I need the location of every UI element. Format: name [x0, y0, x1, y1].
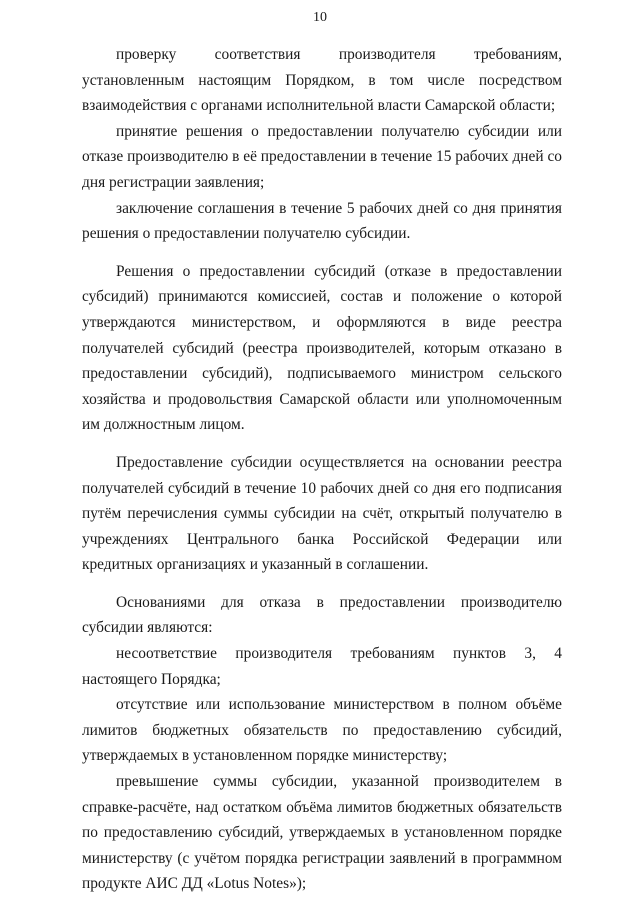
paragraph-commission-decisions: Решения о предоставлении субсидий (отказе в предоставлении субсидий) принимаются комиссией, состав и положение о которой утверждаются министерством, и оформляются в виде реестра получателей субсидий (реестра производителей, которым отказано в предоставлении субсидий), подписываемого министром сельского хозяйства и продовольствия Самарской области или уполномоченным им должностным лицом. — [82, 262, 562, 434]
paragraph-limits-excess: превышение суммы субсидии, указанной производителем в справке-расчёте, над остатком объёма лимитов бюджетных обязательств по предоставлению субсидий, утверждаемых в установленном порядке министерству (с учётом порядка регистрации заявлений в программном продукте АИС ДД «Lotus Notes»); — [82, 773, 562, 893]
paragraph-subsidy-payment: Предоставление субсидии осуществляется на основании реестра получателей субсидий в течение 10 рабочих дней со дня его подписания путём перечисления суммы субсидии на счёт, открытый получателю в учреждениях Центрального банка Российской Федерации или кредитных организациях и указанный в соглашении. — [82, 453, 562, 574]
paragraph-agreement-conclusion: заключение соглашения в течение 5 рабочих дней со дня принятия решения о предоставлении получателю субсидии. — [82, 199, 562, 243]
document-body — [82, 42, 562, 897]
paragraph-producer-verification: проверку соответствия производителя требованиям, установленным настоящим Порядком, в том числе посредством взаимодействия с органами исполнительной власти Самарской области; — [82, 46, 562, 115]
paragraph-limits-absence: отсутствие или использование министерством в полном объёме лимитов бюджетных обязательств по предоставлению субсидий, утверждаемых в установленном порядке министерству; — [82, 696, 562, 765]
paragraph-decision-timing: принятие решения о предоставлении получателю субсидии или отказе производителю в её предоставлении в течение 15 рабочих дней со дня регистрации заявления; — [82, 122, 562, 191]
paragraph-requirements-mismatch: несоответствие производителя требованиям пунктов 3, 4 настоящего Порядка; — [82, 645, 562, 688]
page-number: 10 — [313, 10, 327, 25]
paragraph-refusal-grounds: Основаниями для отказа в предоставлении производителю субсидии являются: — [82, 593, 562, 637]
